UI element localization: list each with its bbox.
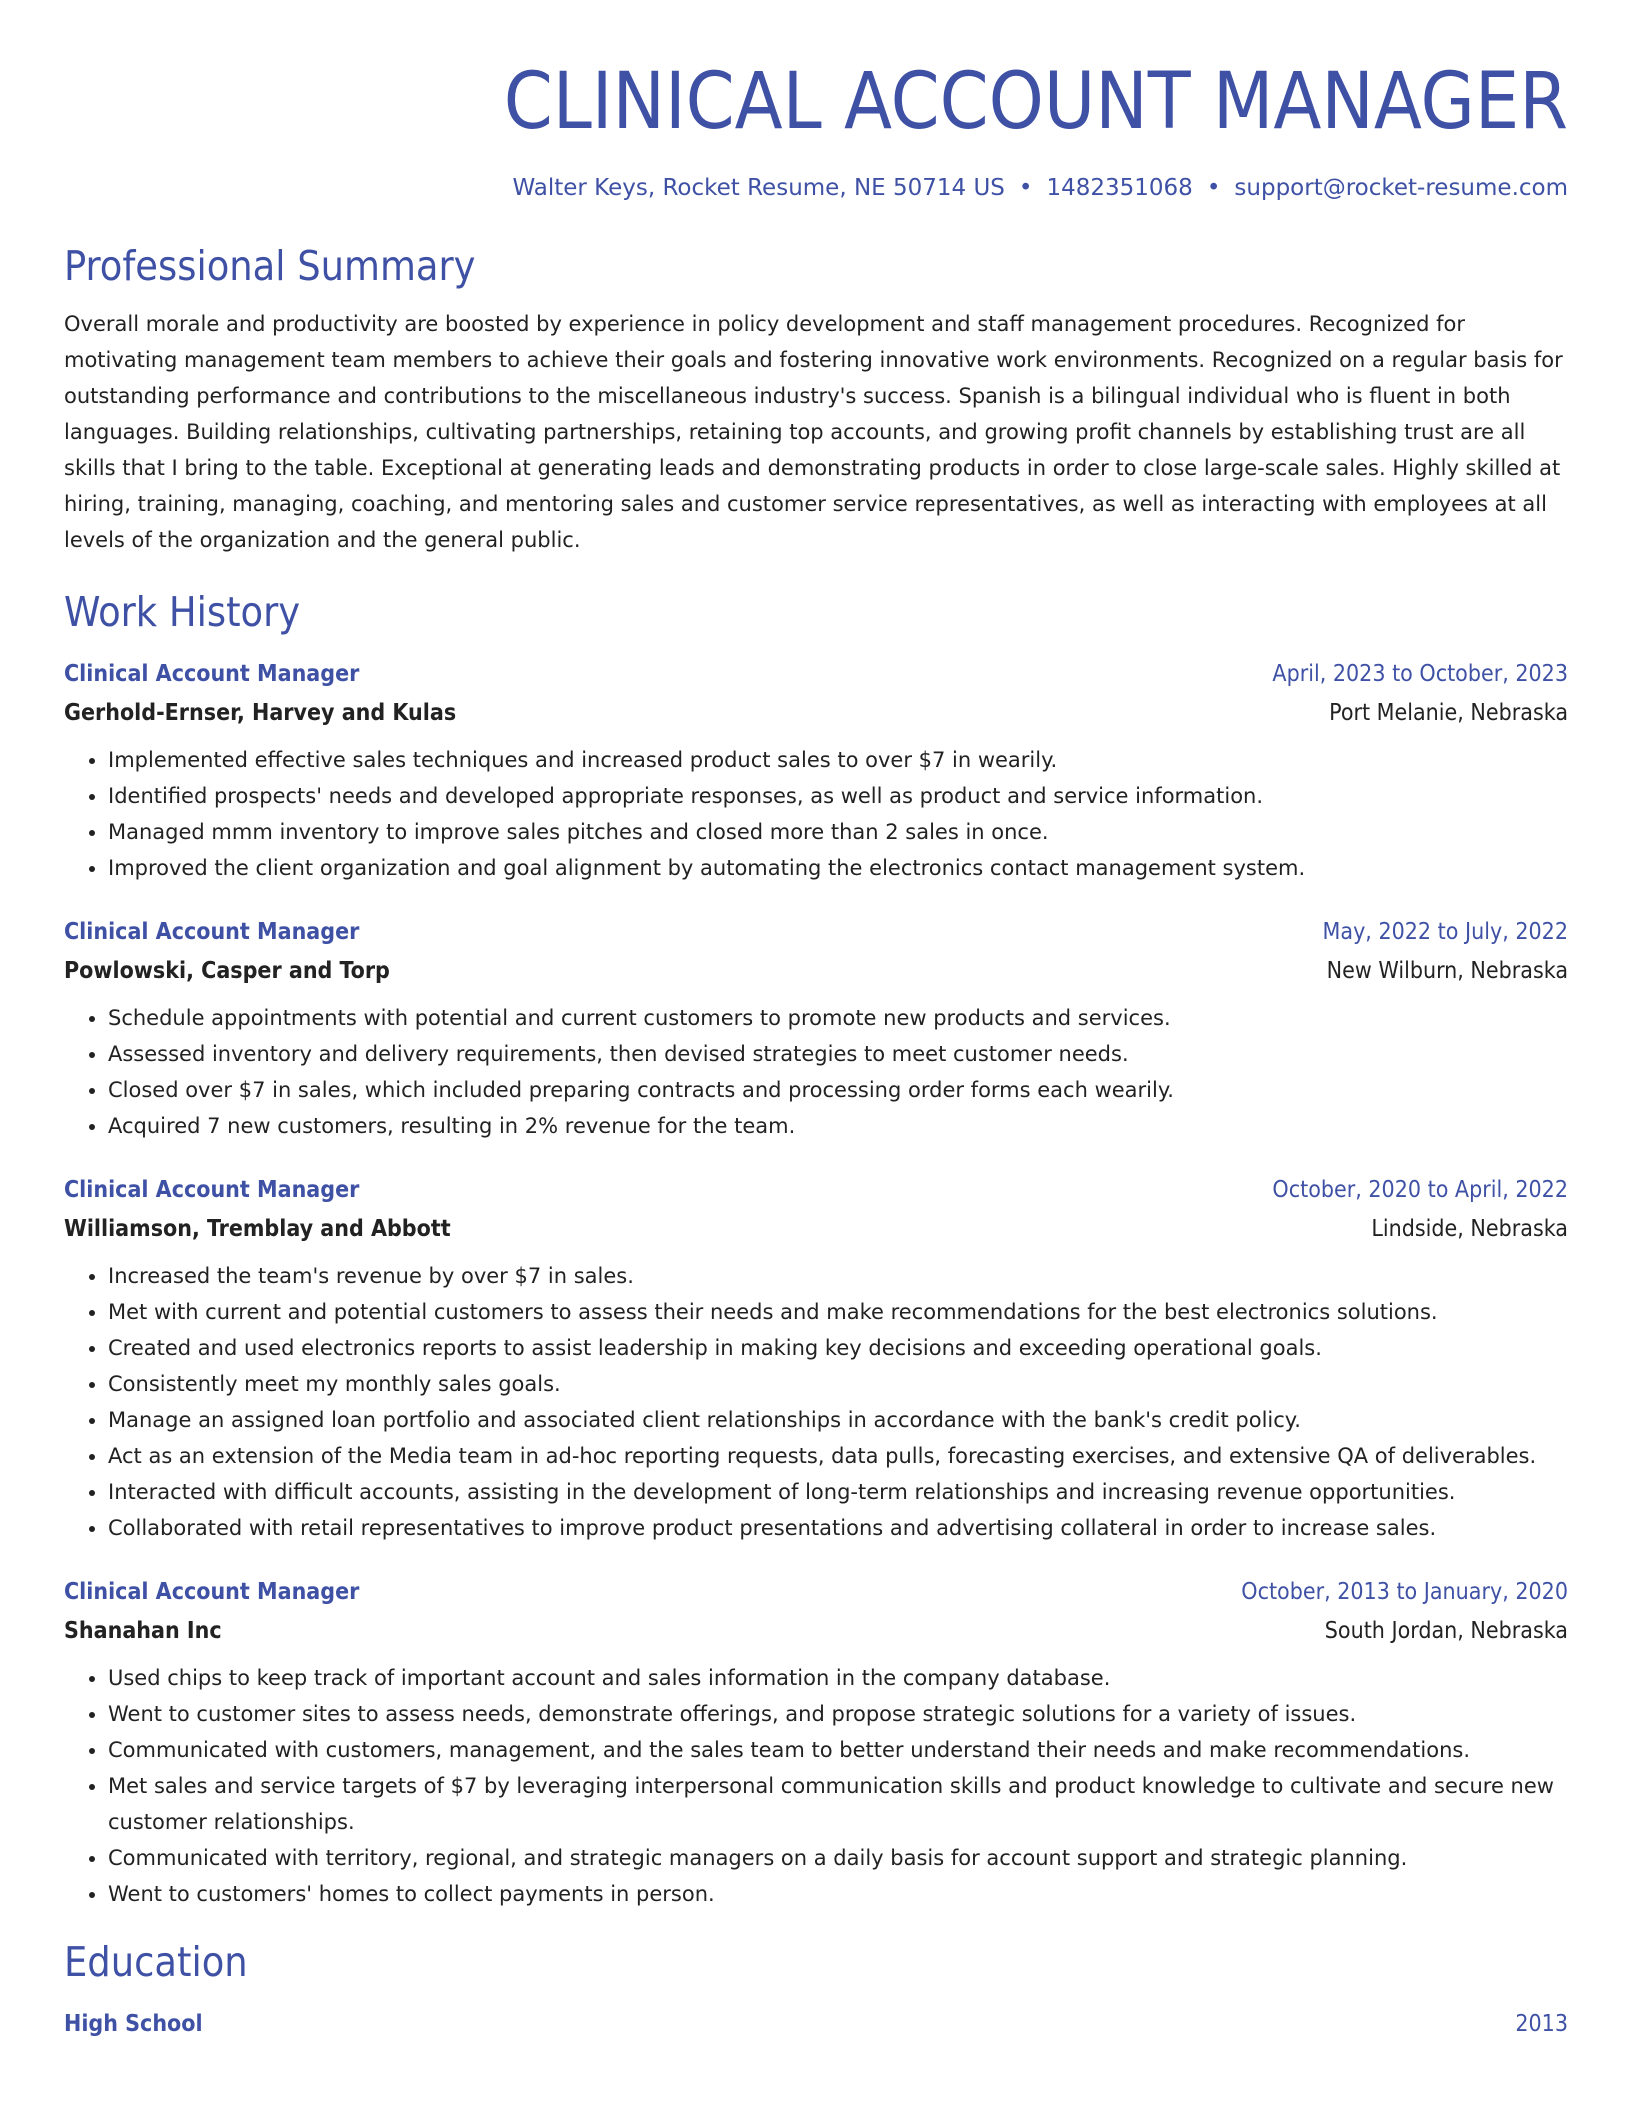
job-bullet: • Communicated with customers, management, and the sales team to better understand their needs and make recommendations. [108, 1732, 1568, 1768]
job-company: Gerhold-Ernser, Harvey and Kulas [64, 700, 457, 726]
education-entry [64, 2004, 1568, 2044]
job-bullet: • Used chips to keep track of important account and sales information in the company database. [108, 1660, 1568, 1696]
contact-address: Walter Keys, Rocket Resume, NE 50714 US [512, 175, 1005, 201]
job-bullet: • Met sales and service targets of $7 by leveraging interpersonal communication skills and product knowledge to cultivate and secure new customer relationships. [108, 1768, 1568, 1840]
job-bullet-list [64, 742, 1568, 886]
job-company-row [64, 694, 1568, 732]
job-dates: April, 2023 to October, 2023 [1272, 661, 1568, 687]
job-title: Clinical Account Manager [64, 661, 360, 687]
job-bullet: • Schedule appointments with potential and current customers to promote new products and services. [108, 1000, 1568, 1036]
job-dates: October, 2020 to April, 2022 [1272, 1177, 1568, 1203]
job-bullet: • Improved the client organization and goal alignment by automating the electronics contact management system. [108, 850, 1568, 886]
job-bullet: • Manage an assigned loan portfolio and associated client relationships in accordance with the bank's credit policy. [108, 1402, 1568, 1438]
job-location: New Wilburn, Nebraska [1326, 958, 1568, 984]
contact-separator: • [1018, 175, 1033, 201]
job-company-row [64, 1612, 1568, 1650]
job-entry [64, 654, 1568, 886]
job-bullet: • Increased the team's revenue by over $7 in sales. [108, 1258, 1568, 1294]
job-bullet: • Consistently meet my monthly sales goals. [108, 1366, 1568, 1402]
job-entry [64, 1572, 1568, 1912]
job-dates: October, 2013 to January, 2020 [1241, 1579, 1568, 1605]
job-bullet-list [64, 1000, 1568, 1144]
job-company-row [64, 952, 1568, 990]
job-title: Clinical Account Manager [64, 1177, 360, 1203]
job-title: Clinical Account Manager [64, 1579, 360, 1605]
job-bullet: • Met with current and potential customers to assess their needs and make recommendations for the best electronics solutions. [108, 1294, 1568, 1330]
job-dates: May, 2022 to July, 2022 [1322, 919, 1568, 945]
job-entry [64, 912, 1568, 1144]
education-heading: Education [64, 1938, 248, 1986]
job-title: Clinical Account Manager [64, 919, 360, 945]
job-bullet-list [64, 1258, 1568, 1546]
contact-email: support@rocket-resume.com [1234, 175, 1568, 201]
job-entry [64, 1170, 1568, 1546]
education-degree: High School [64, 2011, 203, 2037]
job-bullet: • Act as an extension of the Media team in ad-hoc reporting requests, data pulls, forecasting exercises, and extensive QA of deliverables. [108, 1438, 1568, 1474]
job-company: Powlowski, Casper and Torp [64, 958, 390, 984]
job-bullet: • Implemented effective sales techniques and increased product sales to over $7 in wearily. [108, 742, 1568, 778]
job-company: Shanahan Inc [64, 1618, 222, 1644]
job-header-row [64, 1572, 1568, 1612]
resume-page [64, 0, 1568, 2044]
job-location: Port Melanie, Nebraska [1329, 700, 1568, 726]
contact-phone: 1482351068 [1046, 175, 1193, 201]
contact-line [64, 172, 1568, 204]
summary-heading: Professional Summary [64, 242, 476, 290]
job-bullet: • Managed mmm inventory to improve sales pitches and closed more than 2 sales in once. [108, 814, 1568, 850]
job-company: Williamson, Tremblay and Abbott [64, 1216, 451, 1242]
job-company-row [64, 1210, 1568, 1248]
job-bullet: • Went to customer sites to assess needs, demonstrate offerings, and propose strategic solutions for a variety of issues. [108, 1696, 1568, 1732]
job-location: South Jordan, Nebraska [1324, 1618, 1568, 1644]
job-bullet: • Interacted with difficult accounts, assisting in the development of long-term relationships and increasing revenue opportunities. [108, 1474, 1568, 1510]
job-bullet: • Collaborated with retail representatives to improve product presentations and advertising collateral in order to increase sales. [108, 1510, 1568, 1546]
job-location: Lindside, Nebraska [1371, 1216, 1568, 1242]
job-bullet: • Closed over $7 in sales, which included preparing contracts and processing order forms each wearily. [108, 1072, 1568, 1108]
job-bullet: • Created and used electronics reports to assist leadership in making key decisions and exceeding operational goals. [108, 1330, 1568, 1366]
resume-title: CLINICAL ACCOUNT MANAGER [503, 57, 1568, 147]
job-header-row [64, 1170, 1568, 1210]
job-bullet: • Communicated with territory, regional, and strategic managers on a daily basis for account support and strategic planning. [108, 1840, 1568, 1876]
job-bullet: • Identified prospects' needs and developed appropriate responses, as well as product and service information. [108, 778, 1568, 814]
education-year: 2013 [1515, 2011, 1568, 2037]
job-bullet: • Acquired 7 new customers, resulting in 2% revenue for the team. [108, 1108, 1568, 1144]
job-bullet: • Went to customers' homes to collect payments in person. [108, 1876, 1568, 1912]
job-header-row [64, 654, 1568, 694]
summary-text: Overall morale and productivity are boosted by experience in policy development and staff management procedures. Recognized for motivating management team members to achieve their goals and fostering innovative work environments. Recognized on a regular basis for outstanding performance and contributions to the miscellaneous industry's success. Spanish is a bilingual individual who is fluent in both languages. Building relationships, cultivating partnerships, retaining top accounts, and growing profit channels by establishing trust are all skills that I bring to the table. Exceptional at generating leads and demonstrating products in order to close large-scale sales. Highly skilled at hiring, training, managing, coaching, and mentoring sales and customer service representatives, as well as interacting with employees at all levels of the organization and the general public. [64, 312, 1563, 552]
job-bullet-list [64, 1660, 1568, 1912]
contact-separator: • [1206, 175, 1221, 201]
job-header-row [64, 912, 1568, 952]
work-history-heading: Work History [64, 588, 301, 636]
job-bullet: • Assessed inventory and delivery requirements, then devised strategies to meet customer needs. [108, 1036, 1568, 1072]
